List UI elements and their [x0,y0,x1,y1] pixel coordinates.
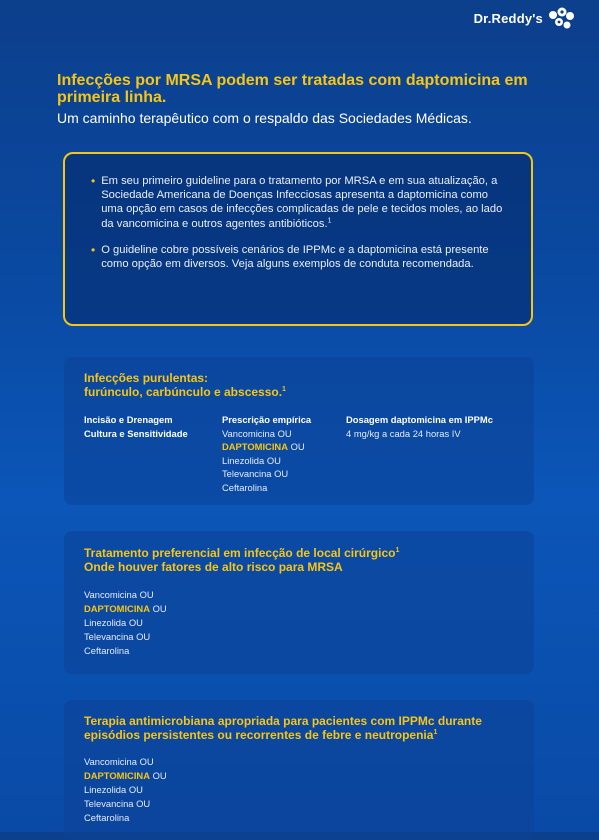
bullet-dot-icon: • [91,174,96,188]
list-item: Vancomicina OU [84,756,154,767]
card-title: Tratamento preferencial em infecção de local cirúrgico$^1$ Onde houver fatores de alto risco para MRSA [84,546,400,574]
card-surgical-site-infection [64,531,534,674]
card-purulent-infections [64,357,534,505]
logo-text: Dr.Reddy's [473,10,543,26]
molecule-logo-icon [547,6,575,30]
list-item: Linezolida OU [84,617,143,628]
list-item: Ceftarolina [84,812,130,823]
reference-marker: 1 [327,216,332,224]
page-header [57,72,567,126]
guideline-callout [63,152,533,326]
treatment-list [84,588,167,658]
list-item: Televancina OU [84,798,151,809]
page-subtitle: Um caminho terapêutico com o respaldo das Sociedades Médicas. [57,110,472,126]
list-item: Ceftarolina [84,645,130,656]
reference-marker: 1 [395,547,400,554]
card-title: Infecções purulentas: furúnculo, carbúnculo e abscesso.$^1$ [84,371,286,399]
brand-logo [474,6,575,30]
reference-marker: 1 [433,728,438,736]
callout-bullet [91,243,507,271]
card-title: Terapia antimicrobiana apropriada para pacientes com IPPMc durante episódios persistentes ou recorrentes de febre e neutropenia$^1$ [84,714,482,742]
procedure-column: Incisão e Drenagem Cultura e Sensitividade [84,414,188,439]
list-item: Televancina OU [84,631,151,642]
reference-marker: 1 [282,385,286,393]
treatment-list [84,755,167,825]
callout-bullet [91,174,507,231]
page-title: Infecções por MRSA podem ser tratadas com daptomicina em primeira linha. [57,72,528,106]
callout-bullet-text: O guideline cobre possíveis cenários de IPPMc e a daptomicina está presente como opção em diversos. Veja alguns exemplos de conduta recomendada. [101,243,489,271]
list-item: Vancomicina OU [84,589,154,600]
empiric-prescription-column: Prescrição empírica Vancomicina OU DAPTOMICINA OU Linezolida OU Televancina OU Ceftarolina [222,414,312,493]
list-item: Linezolida OU [84,784,143,795]
list-item: DAPTOMICINA OU [84,770,167,781]
list-item: DAPTOMICINA OU [84,603,167,614]
card-neutropenia-fever [64,700,534,840]
dosage-column: Dosagem daptomicina em IPPMc 4 mg/kg a cada 24 horas IV [346,414,493,439]
callout-bullet-text: Em seu primeiro guideline para o tratamento por MRSA e em sua atualização, a Sociedade Americana de Doenças Infecciosas apresenta a daptomicina como uma opção em casos de infecções complicadas de pele e tecidos moles, ao lado da vancomicina e outros agentes antibióticos. [101,175,503,230]
bullet-dot-icon: • [91,242,96,257]
